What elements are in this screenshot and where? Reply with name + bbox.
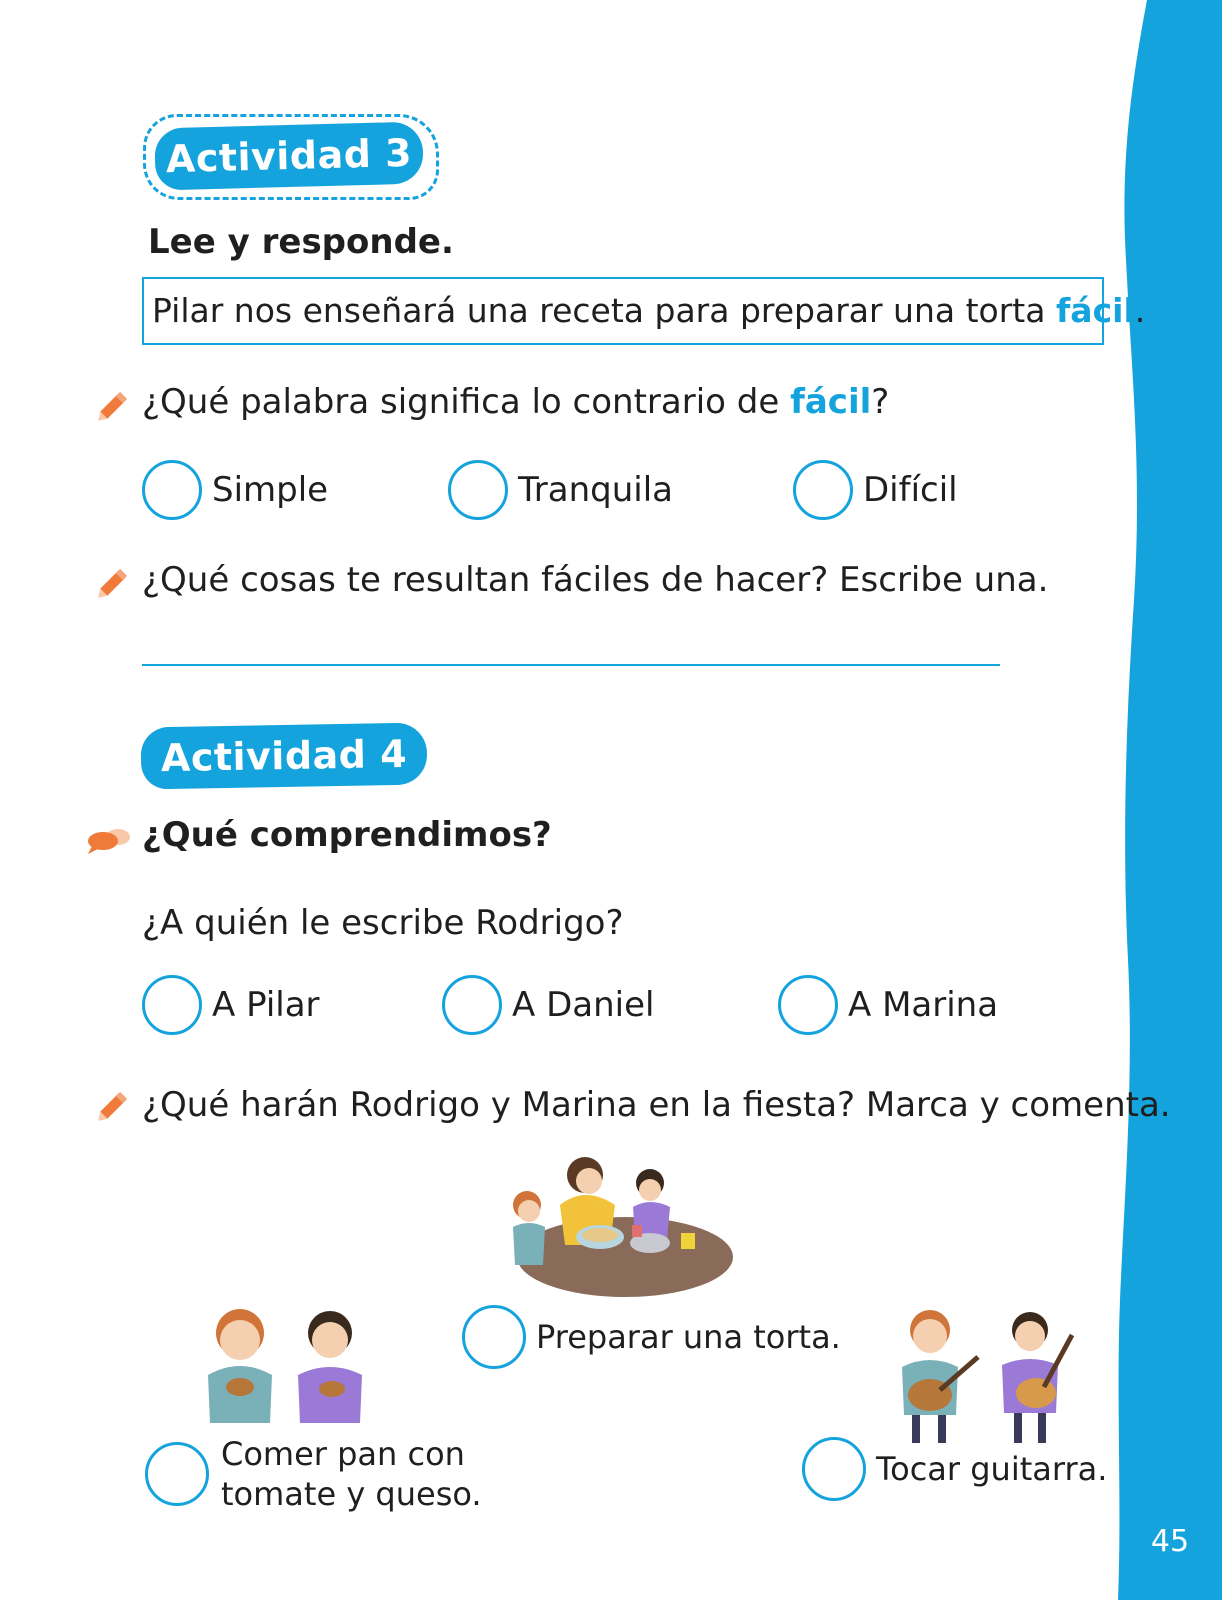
eating-bread-illustration (190, 1305, 380, 1425)
guitar-illustration (890, 1305, 1090, 1445)
activity-3-title: Actividad 3 (154, 122, 424, 191)
activity-4-title: Actividad 4 (140, 723, 427, 790)
pencil-icon (92, 385, 134, 427)
option-a-marina[interactable]: A Marina (778, 975, 998, 1035)
sentence-text: Pilar nos enseñará una receta para preparar una torta (152, 291, 1056, 330)
question-easy-things: ¿Qué cosas te resultan fáciles de hacer? Escribe una. (142, 560, 1049, 600)
answer-circle[interactable] (448, 460, 508, 520)
option-line-1: Comer pan con (221, 1435, 465, 1473)
answer-circle[interactable] (142, 975, 202, 1035)
page-side-band (1112, 0, 1222, 1600)
section-heading: ¿Qué comprendimos? (142, 815, 552, 855)
answer-circle[interactable] (793, 460, 853, 520)
question-highlight: fácil (790, 382, 872, 422)
sentence-end: . (1134, 291, 1146, 330)
pencil-icon (92, 1085, 134, 1127)
option-dificil[interactable]: Difícil (793, 460, 958, 520)
option-simple[interactable]: Simple (142, 460, 328, 520)
instruction: Lee y responde. (148, 222, 454, 262)
option-a-daniel[interactable]: A Daniel (442, 975, 654, 1035)
answer-circle[interactable] (145, 1442, 209, 1506)
answer-circle[interactable] (778, 975, 838, 1035)
option-comer-pan[interactable] (145, 1434, 482, 1514)
option-tocar-guitarra[interactable]: Tocar guitarra. (802, 1437, 1107, 1501)
question-opposite-of-easy: ¿Qué palabra significa lo contrario de fácil? (142, 382, 890, 422)
page-number: 45 (1150, 1524, 1190, 1559)
answer-circle[interactable] (142, 460, 202, 520)
option-preparar-torta[interactable]: Preparar una torta. (462, 1305, 841, 1369)
sentence-highlight: fácil (1055, 291, 1135, 330)
option-tranquila[interactable]: Tranquila (448, 460, 673, 520)
reading-sentence-box (142, 277, 1146, 345)
option-a-pilar[interactable]: A Pilar (142, 975, 320, 1035)
pencil-icon (92, 562, 134, 604)
speech-bubbles-icon (86, 826, 134, 856)
question-who-rodrigo-writes: ¿A quién le escribe Rodrigo? (142, 903, 624, 943)
baking-illustration (505, 1145, 735, 1310)
answer-circle[interactable] (462, 1305, 526, 1369)
write-answer-line[interactable] (142, 664, 1000, 666)
option-line-2: tomate y queso. (221, 1475, 482, 1513)
answer-circle[interactable] (442, 975, 502, 1035)
question-party-plans: ¿Qué harán Rodrigo y Marina en la fiesta? Marca y comenta. (142, 1085, 1171, 1125)
answer-circle[interactable] (802, 1437, 866, 1501)
